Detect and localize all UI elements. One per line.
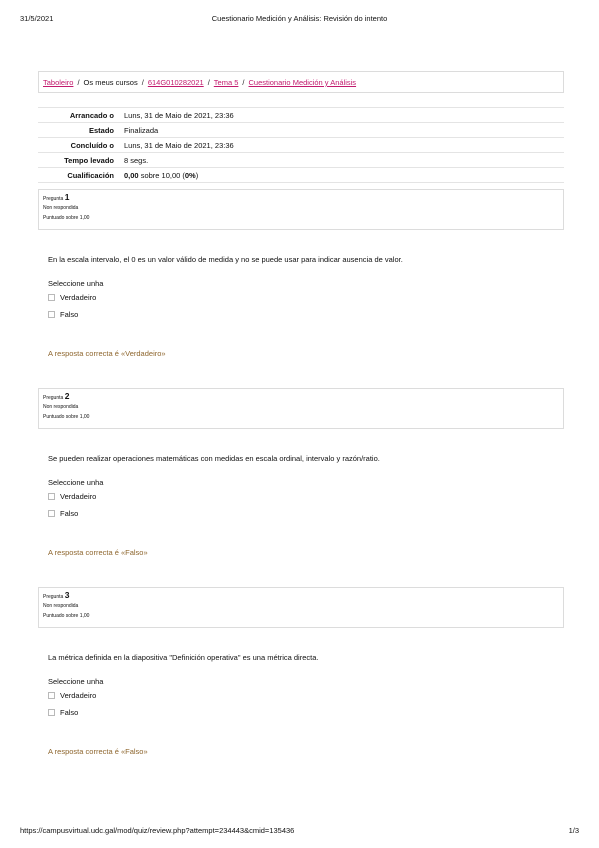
- question-number-value: 2: [64, 391, 70, 401]
- question-info-3: [38, 587, 564, 628]
- grade-out-of: sobre 10,00 (: [138, 170, 185, 180]
- grade-percent: 0%: [184, 170, 196, 180]
- question-text-1: En la escala intervalo, el 0 es un valor válido de medida y no se puede usar para indicar ausencia de valor.: [48, 255, 403, 264]
- question-marks: Puntuado sobre 1,00: [43, 613, 90, 619]
- print-date: 31/5/2021: [20, 14, 54, 23]
- correct-answer-3: A resposta correcta é «Falso»: [48, 747, 148, 756]
- summary-row-time-taken: [38, 153, 564, 168]
- option-label: Falso: [60, 310, 79, 319]
- page-number: 1/3: [568, 826, 579, 835]
- question-text-2: Se pueden realizar operaciones matemáticas con medidas en escala ordinal, intervalo y razón/ratio.: [48, 454, 380, 463]
- correct-answer-1: A resposta correcta é «Verdadeiro»: [48, 349, 166, 358]
- question-number-value: 1: [64, 192, 70, 202]
- radio-checkbox[interactable]: [48, 294, 55, 301]
- option-true-3[interactable]: [48, 691, 96, 700]
- summary-label: Cualificación: [38, 168, 120, 183]
- summary-value: 8 segs.: [120, 153, 564, 168]
- question-prompt-2: Seleccione unha: [48, 478, 104, 487]
- breadcrumb-home-link[interactable]: Taboleiro: [43, 78, 74, 87]
- summary-value: Luns, 31 de Maio de 2021, 23:36: [120, 138, 564, 153]
- option-true-1[interactable]: [48, 293, 96, 302]
- question-number: [43, 591, 559, 600]
- page-url: https://campusvirtual.udc.gal/mod/quiz/review.php?attempt=234443&cmid=135436: [20, 826, 295, 835]
- question-state: Non respondida: [43, 404, 79, 410]
- summary-value: Luns, 31 de Maio de 2021, 23:36: [120, 108, 564, 123]
- summary-row-started: [38, 108, 564, 123]
- question-info-2: [38, 388, 564, 429]
- attempt-summary-table: [38, 107, 564, 183]
- question-number: [43, 193, 559, 202]
- document-title: Cuestionario Medición y Análisis: Revisión do intento: [211, 14, 388, 23]
- option-label: Verdadeiro: [60, 492, 97, 501]
- option-label: Verdadeiro: [60, 293, 97, 302]
- breadcrumb-topic-link[interactable]: Tema 5: [213, 78, 239, 87]
- summary-value: [120, 168, 564, 183]
- question-state: Non respondida: [43, 205, 79, 211]
- grade-score: 0,00: [124, 170, 139, 180]
- summary-value: Finalizada: [120, 123, 564, 138]
- summary-label: Estado: [38, 123, 120, 138]
- summary-row-state: [38, 123, 564, 138]
- question-label: Pregunta: [43, 594, 64, 600]
- summary-row-grade: [38, 168, 564, 183]
- question-prompt-3: Seleccione unha: [48, 677, 104, 686]
- radio-checkbox[interactable]: [48, 709, 55, 716]
- breadcrumb-course-link[interactable]: 614G010282021: [147, 78, 204, 87]
- radio-checkbox[interactable]: [48, 311, 55, 318]
- question-number: [43, 392, 559, 401]
- question-marks: Puntuado sobre 1,00: [43, 215, 90, 221]
- radio-checkbox[interactable]: [48, 510, 55, 517]
- summary-row-completed: [38, 138, 564, 153]
- correct-answer-2: A resposta correcta é «Falso»: [48, 548, 148, 557]
- option-false-3[interactable]: [48, 708, 78, 717]
- radio-checkbox[interactable]: [48, 493, 55, 500]
- option-label: Falso: [60, 509, 79, 518]
- question-prompt-1: Seleccione unha: [48, 279, 104, 288]
- question-label: Pregunta: [43, 395, 64, 401]
- option-label: Falso: [60, 708, 79, 717]
- question-marks: Puntuado sobre 1,00: [43, 414, 90, 420]
- summary-label: Tempo levado: [38, 153, 120, 168]
- grade-close: ): [195, 170, 199, 180]
- question-info-1: [38, 189, 564, 230]
- option-false-2[interactable]: [48, 509, 78, 518]
- question-number-value: 3: [64, 590, 70, 600]
- question-label: Pregunta: [43, 196, 64, 202]
- radio-checkbox[interactable]: [48, 692, 55, 699]
- summary-label: Arrancado o: [38, 108, 120, 123]
- breadcrumb: Taboleiro / Os meus cursos / 614G010282021 / Tema 5 / Cuestionario Medición y Análisis: [38, 71, 564, 93]
- question-state: Non respondida: [43, 603, 79, 609]
- question-text-3: La métrica definida en la diapositiva "Definición operativa" es una métrica directa.: [48, 653, 319, 662]
- breadcrumb-quiz-link[interactable]: Cuestionario Medición y Análisis: [248, 78, 357, 87]
- breadcrumb-my-courses: Os meus cursos: [83, 78, 138, 87]
- option-label: Verdadeiro: [60, 691, 97, 700]
- summary-label: Concluído o: [38, 138, 120, 153]
- option-false-1[interactable]: [48, 310, 78, 319]
- option-true-2[interactable]: [48, 492, 96, 501]
